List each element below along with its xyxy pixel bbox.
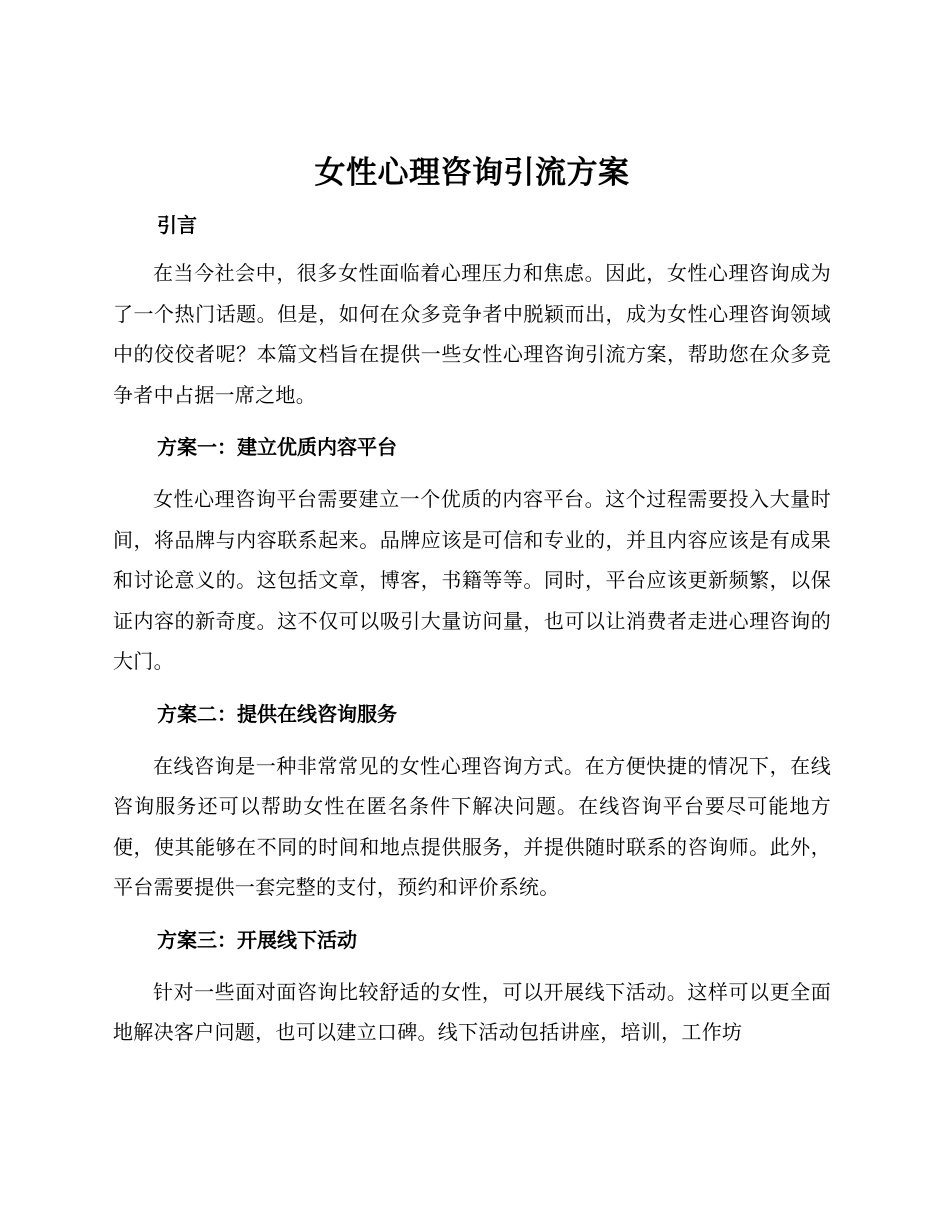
spacer (113, 415, 831, 427)
section-heading-introduction: 引言 (157, 213, 197, 237)
section-paragraph-plan-one: 女性心理咨询平台需要建立一个优质的内容平台。这个过程需要投入大量时间，将品牌与内容联系起来。品牌应该是可信和专业的，并且内容应该是有成果和讨论意义的。这包括文章，博客，书籍等等。同时，平台应该更新频繁，以保证内容的新奇度。这不仅可以吸引大量访问量，也可以让消费者走进心理咨询的大门。 (113, 487, 831, 673)
section-heading-plan-one: 方案一：建立优质内容平台 (157, 435, 397, 459)
section-paragraph-plan-two: 在线咨询是一种非常常见的女性心理咨询方式。在方便快捷的情况下，在线咨询服务还可以帮助女性在匿名条件下解决问题。在线咨询平台要尽可能地方便，使其能够在不同的时间和地点提供服务，并提供随时联系的咨询师。此外，平台需要提供一套完整的支付，预约和评价系统。 (113, 753, 831, 899)
section-heading-plan-three: 方案三：开展线下活动 (157, 927, 357, 952)
section-paragraph-plan-three: 针对一些面对面咨询比较舒适的女性，可以开展线下活动。这样可以更全面地解决客户问题，也可以建立口碑。线下活动包括讲座，培训，工作坊 (113, 979, 831, 1044)
spacer (113, 467, 831, 479)
spacer (113, 682, 831, 694)
spacer (113, 908, 831, 920)
section-paragraph-introduction: 在当今社会中，很多女性面临着心理压力和焦虑。因此，女性心理咨询成为了一个热门话题。但是，如何在众多竞争者中脱颖而出，成为女性心理咨询领域中的佼佼者呢？本篇文档旨在提供一些女性心理咨询引流方案，帮助您在众多竞争者中占据一席之地。 (113, 261, 831, 407)
spacer (113, 734, 831, 746)
spacer (113, 245, 831, 249)
spacer (113, 960, 831, 972)
document-title: 女性心理咨询引流方案 (314, 155, 630, 191)
section-heading-plan-two: 方案二：提供在线咨询服务 (157, 701, 397, 726)
document-body (113, 148, 831, 1053)
